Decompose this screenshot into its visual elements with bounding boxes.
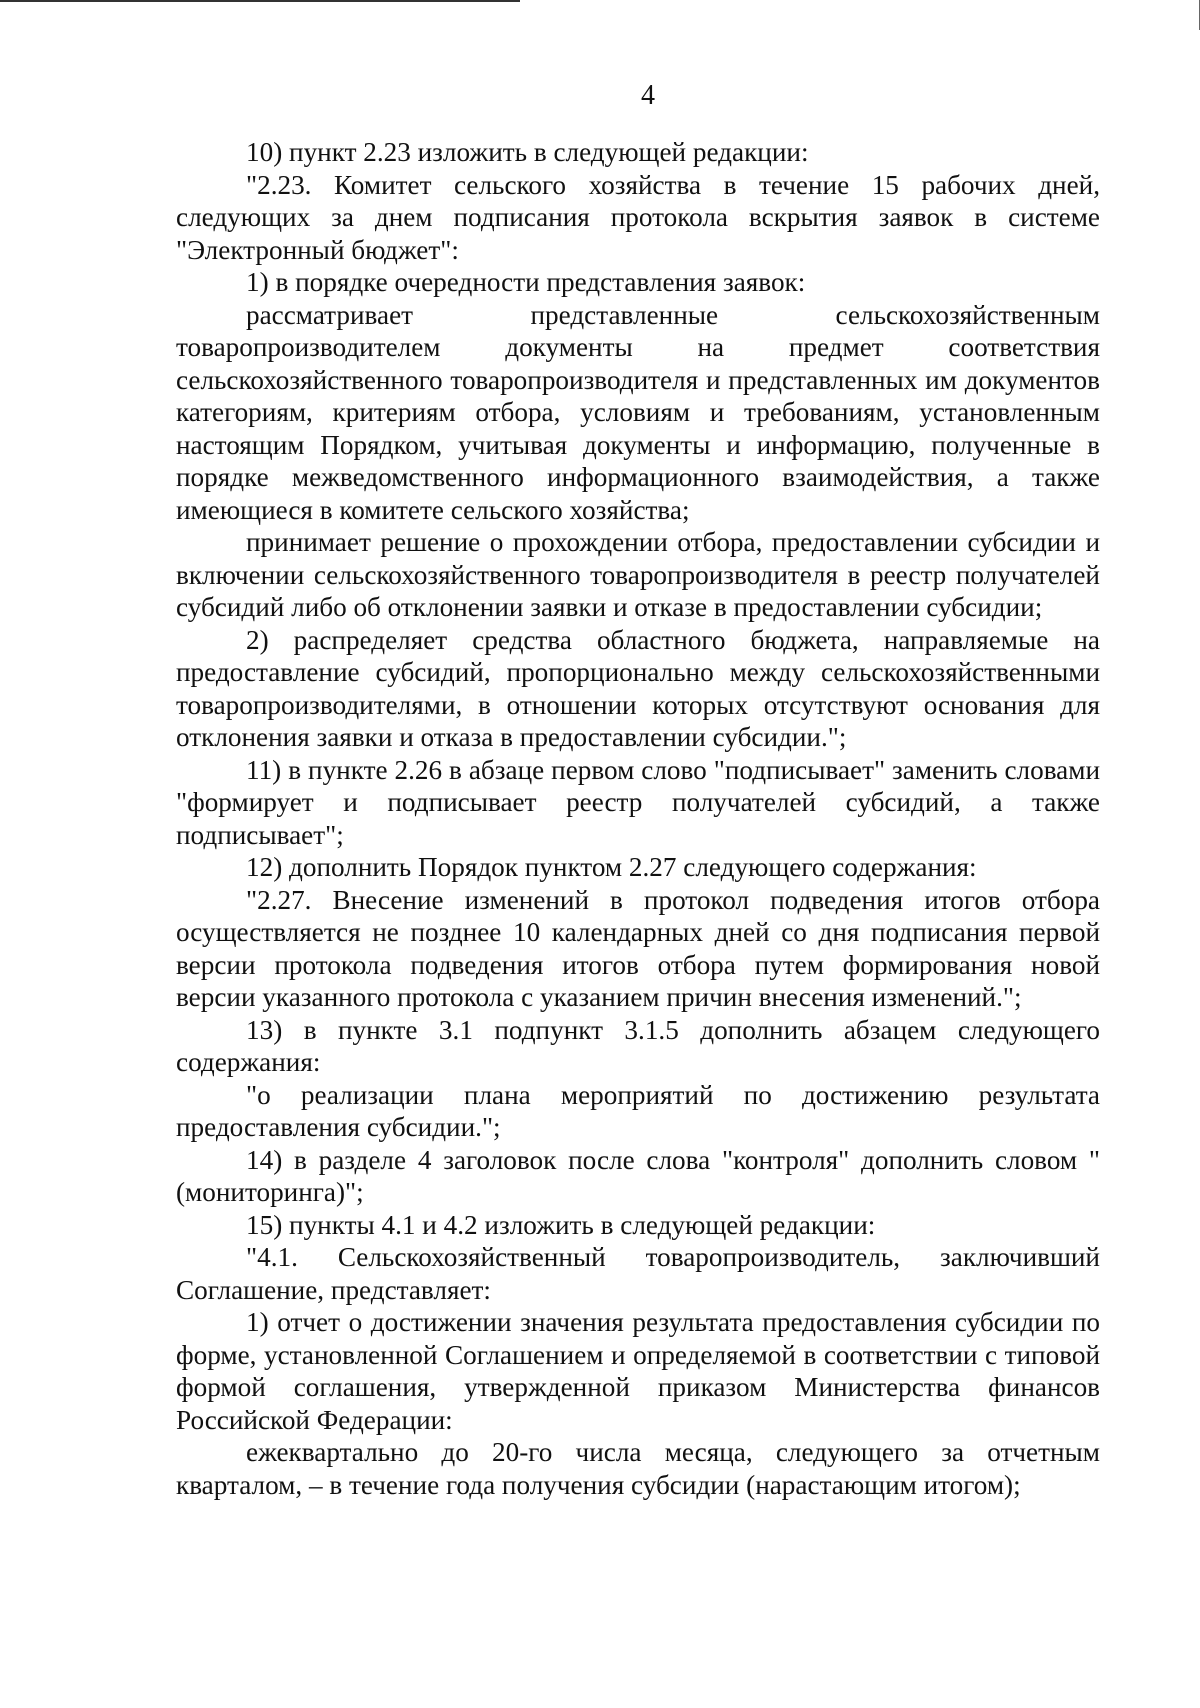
page-number: 4 bbox=[641, 80, 655, 111]
paragraph-item-14: 14) в разделе 4 заголовок после слова "контроля" дополнить словом "(мониторинга)"; bbox=[176, 1144, 1100, 1207]
paragraph-quote-2-23: "2.23. Комитет сельского хозяйства в течение 15 рабочих дней, следующих за днем подписания протокола вскрытия заявок в системе "Электронный бюджет": bbox=[176, 169, 1100, 265]
paragraph-report: 1) отчет о достижении значения результата предоставления субсидии по форме, установленной Соглашением и определяемой в соответствии с типовой формой соглашения, утвержденной приказом Министерства финансов Российской Федерации: bbox=[176, 1307, 1100, 1435]
paragraph-subitem-2: 2) распределяет средства областного бюджета, направляемые на предоставление субсидий, пропорционально между сельскохозяйственными товаропроизводителями, в отношении которых отсутствуют основания для отклонения заявки и отказа в предоставлении субсидии."; bbox=[176, 624, 1100, 752]
paragraph-item-15: 15) пункты 4.1 и 4.2 изложить в следующей редакции: bbox=[246, 1209, 876, 1240]
paragraph-quote-2-27: "2.27. Внесение изменений в протокол подведения итогов отбора осуществляется не позднее 10 календарных дней со дня подписания первой версии протокола подведения итогов отбора путем формирования новой версии указанного протокола с указанием причин внесения изменений."; bbox=[176, 884, 1100, 1012]
paragraph-decision: принимает решение о прохождении отбора, предоставлении субсидии и включении сельскохозяйственного товаропроизводителя в реестр получателей субсидий либо об отклонении заявки и отказе в предоставлении субсидии; bbox=[176, 527, 1100, 622]
paragraph-quote-4-1: "4.1. Сельскохозяйственный товаропроизводитель, заключивший Соглашение, представляет: bbox=[176, 1242, 1100, 1305]
paragraph-item-13: 13) в пункте 3.1 подпункт 3.1.5 дополнить абзацем следующего содержания: bbox=[176, 1014, 1100, 1077]
paragraph-quote-plan: "о реализации плана мероприятий по достижению результата предоставления субсидии."; bbox=[176, 1079, 1100, 1142]
paragraph-considers: рассматривает представленные сельскохозяйственным товаропроизводителем документы на предмет соответствия сельскохозяйственного товаропроизводителя и представленных им документов категориям, критериям отбора, условиям и требованиям, установленным настоящим Порядком, учитывая документы и информацию, полученные в порядке межведомственного информационного взаимодействия, а также имеющиеся в комитете сельского хозяйства; bbox=[176, 299, 1100, 525]
scan-border-line bbox=[0, 0, 520, 2]
paragraph-quarterly: ежеквартально до 20-го числа месяца, следующего за отчетным кварталом, – в течение года получения субсидии (нарастающим итогом); bbox=[176, 1437, 1100, 1500]
paragraph-subitem-1: 1) в порядке очередности представления заявок: bbox=[246, 267, 806, 297]
paragraph-item-10: 10) пункт 2.23 изложить в следующей редакции: bbox=[246, 137, 809, 167]
paragraph-item-11: 11) в пункте 2.26 в абзаце первом слово "подписывает" заменить словами "формирует и подписывает реестр получателей субсидий, а также подписывает"; bbox=[176, 754, 1100, 850]
paragraph-item-12: 12) дополнить Порядок пунктом 2.27 следующего содержания: bbox=[246, 852, 977, 882]
document-body bbox=[176, 136, 1100, 1501]
